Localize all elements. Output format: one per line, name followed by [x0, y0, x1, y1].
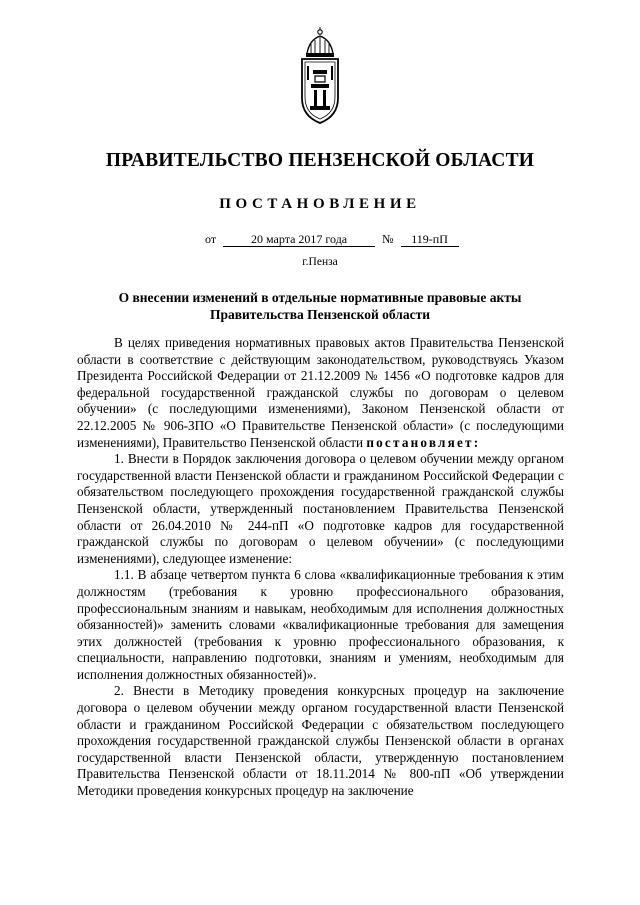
- date-prefix: от: [205, 232, 217, 246]
- subject-line-2: Правительства Пензенской области: [209, 307, 431, 322]
- document-number: 119-пП: [401, 233, 459, 247]
- document-body: [77, 335, 564, 800]
- number-prefix: №: [382, 232, 394, 246]
- item-2-paragraph: 2. Внести в Методику проведения конкурсных процедур на заключение договора о целевом обучении между органом государственной власти Пензенской области и гражданином Российской Федерации с обязательством последующего прохождения государственной гражданской службы Пензенской области в органах государственной власти Пензенской области, утвержденную постановлением Правительства Пензенской области от 18.11.2014 № 800-пП «Об утверждении Методики проведения конкурсных процедур на заключение: [77, 683, 564, 799]
- document-date: 20 марта 2017 года: [223, 233, 375, 247]
- document-subject: [90, 289, 550, 323]
- coat-of-arms-emblem: [297, 26, 343, 126]
- item-1-1-paragraph: 1.1. В абзаце четвертом пункта 6 слова «квалификационные требования к этим должностям (требования к уровню профессионального образования, профессиональным знаниям и навыкам, необходимым для исполнения должностных обязанностей)» заменить словами «квалификационные требования для замещения этих должностей (требования к уровню профессионального образования, к специальности, направлению подготовки, знаниям и умениям, необходимым для исполнения должностных обязанностей)».: [77, 567, 564, 682]
- city: г.Пенза: [302, 256, 338, 268]
- government-title: ПРАВИТЕЛЬСТВО ПЕНЗЕНСКОЙ ОБЛАСТИ: [105, 150, 535, 171]
- subject-line-1: О внесении изменений в отдельные нормативные правовые акты: [118, 290, 522, 305]
- date-number-line: [205, 232, 459, 247]
- resolves-keyword: постановляет:: [366, 434, 481, 450]
- item-1-paragraph: 1. Внести в Порядок заключения договора о целевом обучении между органом государственной власти Пензенской области и гражданином Российской Федерации с обязательством последующего прохождения государственной гражданской службы Пензенской области, утвержденный постановлением Правительства Пензенской области от 26.04.2010 № 244-пП «О подготовке кадров для государственной гражданской службы по договорам о целевом обучении» (с последующими изменениями), следующее изменение:: [77, 451, 564, 566]
- preamble-paragraph: [77, 335, 564, 451]
- preamble-text: В целях приведения нормативных правовых актов Правительства Пензенской области в соответствие с действующим законодательством, руководствуясь Указом Президента Российской Федерации от 21.12.2009 № 1456 «О подготовке кадров для федеральной государственной гражданской службы по договорам о целевом обучении» (с последующими изменениями), Законом Пензенской области от 22.12.2005 № 906-ЗПО «О Правительстве Пензенской области» (с последующими изменениями), Правительство Пензенской области: [77, 335, 564, 450]
- document-type: ПОСТАНОВЛЕНИЕ: [219, 196, 421, 212]
